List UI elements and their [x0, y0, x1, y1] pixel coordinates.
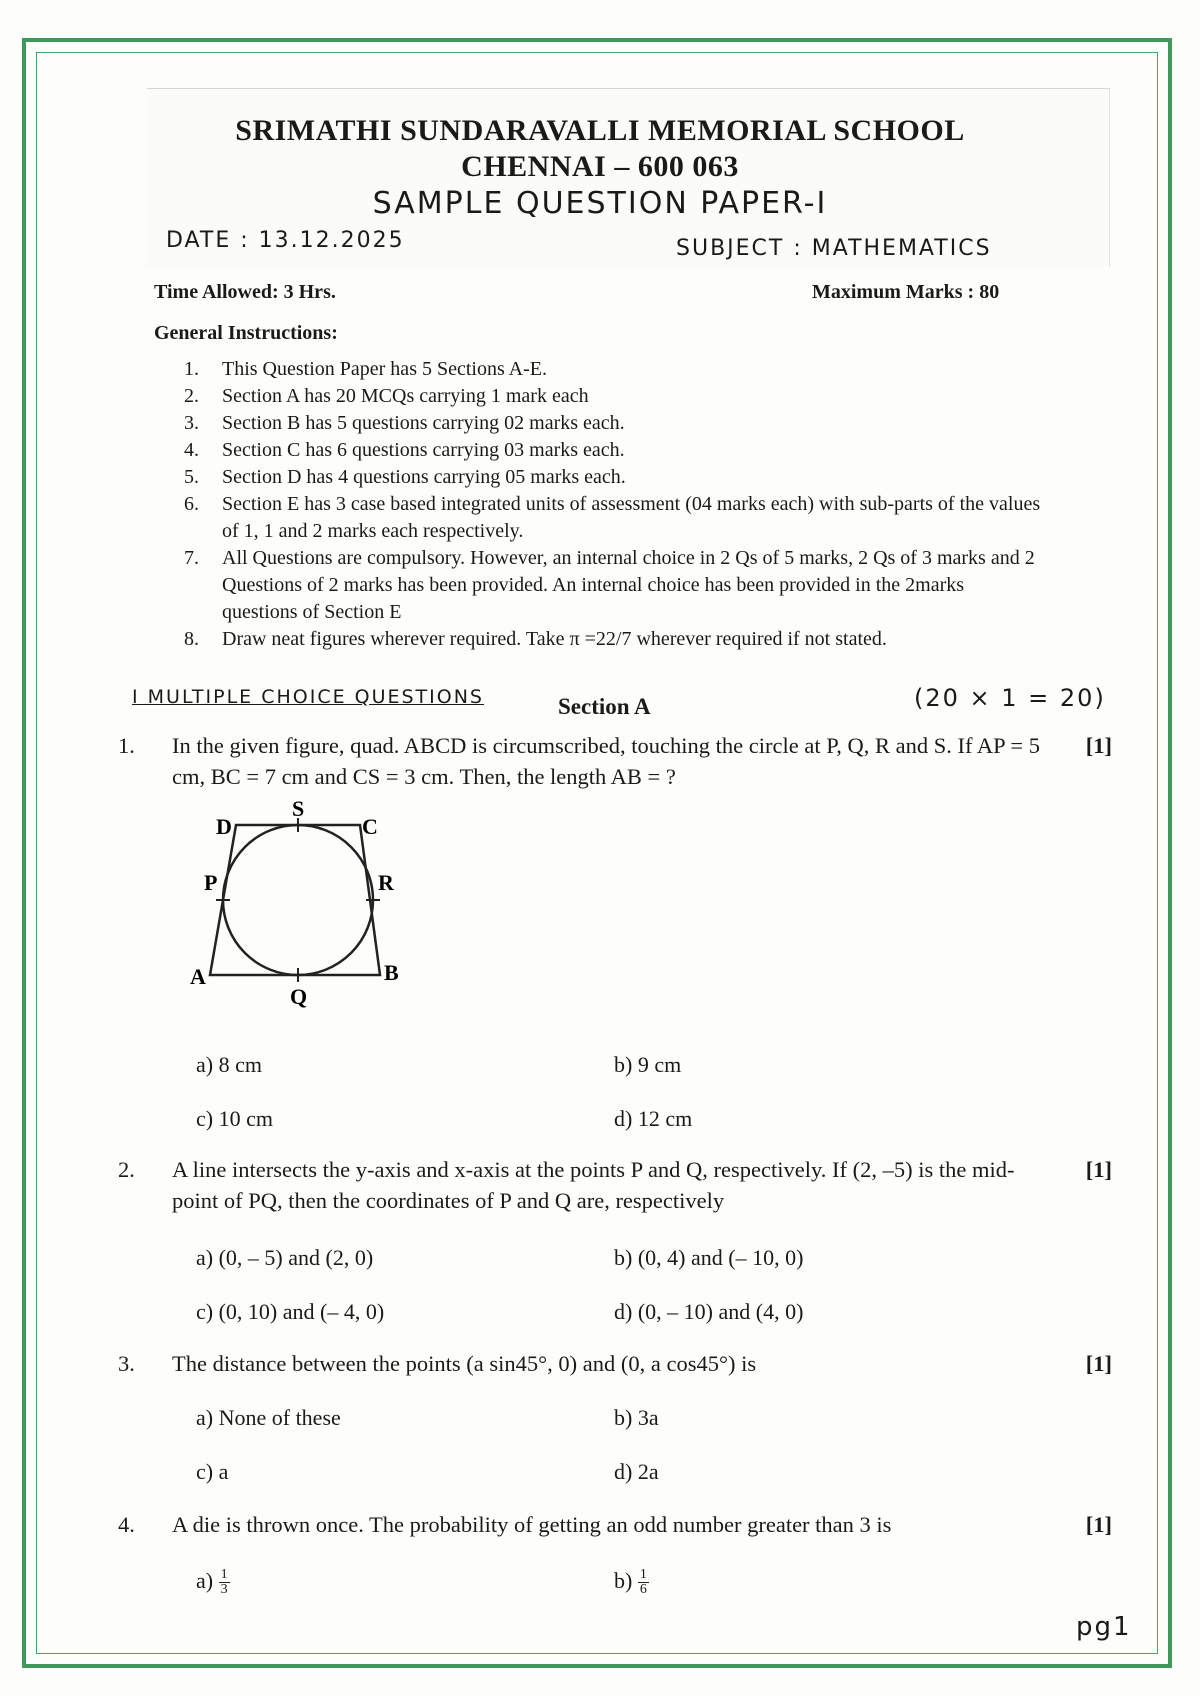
question-marks: [1] [1085, 1351, 1112, 1376]
instruction-text: Section B has 5 questions carrying 02 marks each. [222, 412, 625, 434]
q4-option-a [196, 1568, 230, 1597]
question-text: In the given figure, quad. ABCD is circumscribed, touching the circle at P, Q, R and S. If AP = 5 cm, BC = 7 cm and CS = 3 cm. Then, the length AB = ? [172, 733, 1040, 789]
question-text: A die is thrown once. The probability of getting an odd number greater than 3 is [172, 1512, 892, 1537]
circumscribed-quad-figure [180, 790, 420, 1010]
instruction-text: Section D has 4 questions carrying 05 marks each. [222, 466, 626, 488]
instruction-item [184, 464, 1044, 491]
instruction-item [184, 410, 1044, 437]
question-marks: [1] [1085, 1157, 1112, 1182]
q2-option-a: a) (0, – 5) and (2, 0) [196, 1245, 374, 1270]
question-number: 2. [118, 1157, 135, 1182]
instruction-num: 1. [184, 358, 199, 380]
instruction-text: Section C has 6 questions carrying 03 marks each. [222, 439, 625, 461]
question-marks: [1] [1085, 1512, 1112, 1537]
question-number: 4. [118, 1512, 135, 1537]
question-marks: [1] [1085, 733, 1112, 758]
figure-label-s: S [292, 796, 305, 821]
instruction-text: This Question Paper has 5 Sections A-E. [222, 358, 547, 380]
q4-option-b [614, 1568, 649, 1597]
figure-label-b: B [384, 960, 399, 985]
instruction-text: Section E has 3 case based integrated units of assessment (04 marks each) with sub-parts of the values of 1, 1 and 2 marks each respectively. [222, 493, 1041, 542]
instruction-num: 8. [184, 628, 199, 650]
instruction-item [184, 545, 1044, 626]
fraction-numerator: 1 [220, 1567, 228, 1583]
page-number-mark: pg1 [1076, 1612, 1132, 1642]
figure-label-d: D [216, 814, 232, 839]
instruction-item [184, 491, 1044, 545]
q2-option-d: d) (0, – 10) and (4, 0) [614, 1299, 804, 1324]
question-number: 1. [118, 733, 135, 758]
q1-option-b: b) 9 cm [614, 1052, 682, 1077]
instruction-item [184, 356, 1044, 383]
figure-label-c: C [362, 814, 378, 839]
question-number: 3. [118, 1351, 135, 1376]
school-name: SRIMATHI SUNDARAVALLI MEMORIAL SCHOOL [235, 114, 965, 147]
figure-label-p: P [204, 870, 218, 895]
section-title: Section A [558, 694, 651, 719]
instruction-num: 2. [184, 385, 199, 407]
q1-option-d: d) 12 cm [614, 1106, 693, 1131]
fraction [219, 1568, 230, 1597]
instruction-num: 4. [184, 439, 199, 461]
option-label: a) [196, 1568, 214, 1593]
q1-option-c: c) 10 cm [196, 1106, 273, 1131]
instruction-text: Section A has 20 MCQs carrying 1 mark each [222, 385, 589, 407]
option-label: b) [614, 1568, 633, 1593]
paper-title: SAMPLE QUESTION PAPER-I [372, 186, 828, 221]
question-text: A line intersects the y-axis and x-axis at the points P and Q, respectively. If (2, –5) is the mid-point of PQ, then the coordinates of P and Q are, respectively [172, 1157, 1015, 1213]
q2-option-b: b) (0, 4) and (– 10, 0) [614, 1245, 804, 1270]
fraction-denominator: 6 [639, 1582, 647, 1598]
instruction-text: All Questions are compulsory. However, an internal choice in 2 Qs of 5 marks, 2 Qs of 3 marks and 2 Questions of 2 marks has been provided. An internal choice has been provided in the 2marks questions of Section E [222, 547, 1035, 623]
school-city: CHENNAI – 600 063 [461, 150, 739, 183]
instruction-num: 5. [184, 466, 199, 488]
q3-option-b: b) 3a [614, 1405, 659, 1430]
instructions-list [184, 356, 1044, 653]
instruction-text: Draw neat figures wherever required. Take π =22/7 wherever required if not stated. [222, 628, 887, 650]
instruction-num: 7. [184, 547, 199, 569]
time-allowed: Time Allowed: 3 Hrs. [154, 281, 336, 303]
instruction-item [184, 626, 1044, 653]
quadrilateral-abcd [210, 825, 380, 975]
q3-option-a: a) None of these [196, 1405, 341, 1430]
q3-option-d: d) 2a [614, 1459, 659, 1484]
max-marks: Maximum Marks : 80 [812, 281, 1000, 303]
instruction-item [184, 437, 1044, 464]
instruction-item [184, 383, 1044, 410]
instruction-num: 6. [184, 493, 199, 515]
exam-date: DATE : 13.12.2025 [166, 228, 405, 253]
section-marks-note: (20 × 1 = 20) [914, 684, 1106, 712]
fraction [638, 1568, 649, 1597]
figure-label-a: A [190, 964, 206, 989]
instructions-heading: General Instructions: [154, 322, 338, 344]
section-handwritten-label: I MULTIPLE CHOICE QUESTIONS [132, 686, 484, 708]
fraction-numerator: 1 [639, 1567, 647, 1583]
question-text: The distance between the points (a sin45°, 0) and (0, a cos45°) is [172, 1351, 757, 1376]
fraction-denominator: 3 [220, 1582, 228, 1598]
q2-option-c: c) (0, 10) and (– 4, 0) [196, 1299, 385, 1324]
figure-label-r: R [378, 870, 394, 895]
instruction-num: 3. [184, 412, 199, 434]
q1-option-a: a) 8 cm [196, 1052, 262, 1077]
exam-subject: SUBJECT : MATHEMATICS [676, 236, 992, 261]
q3-option-c: c) a [196, 1459, 229, 1484]
figure-label-q: Q [290, 984, 308, 1009]
inscribed-circle [223, 825, 373, 975]
